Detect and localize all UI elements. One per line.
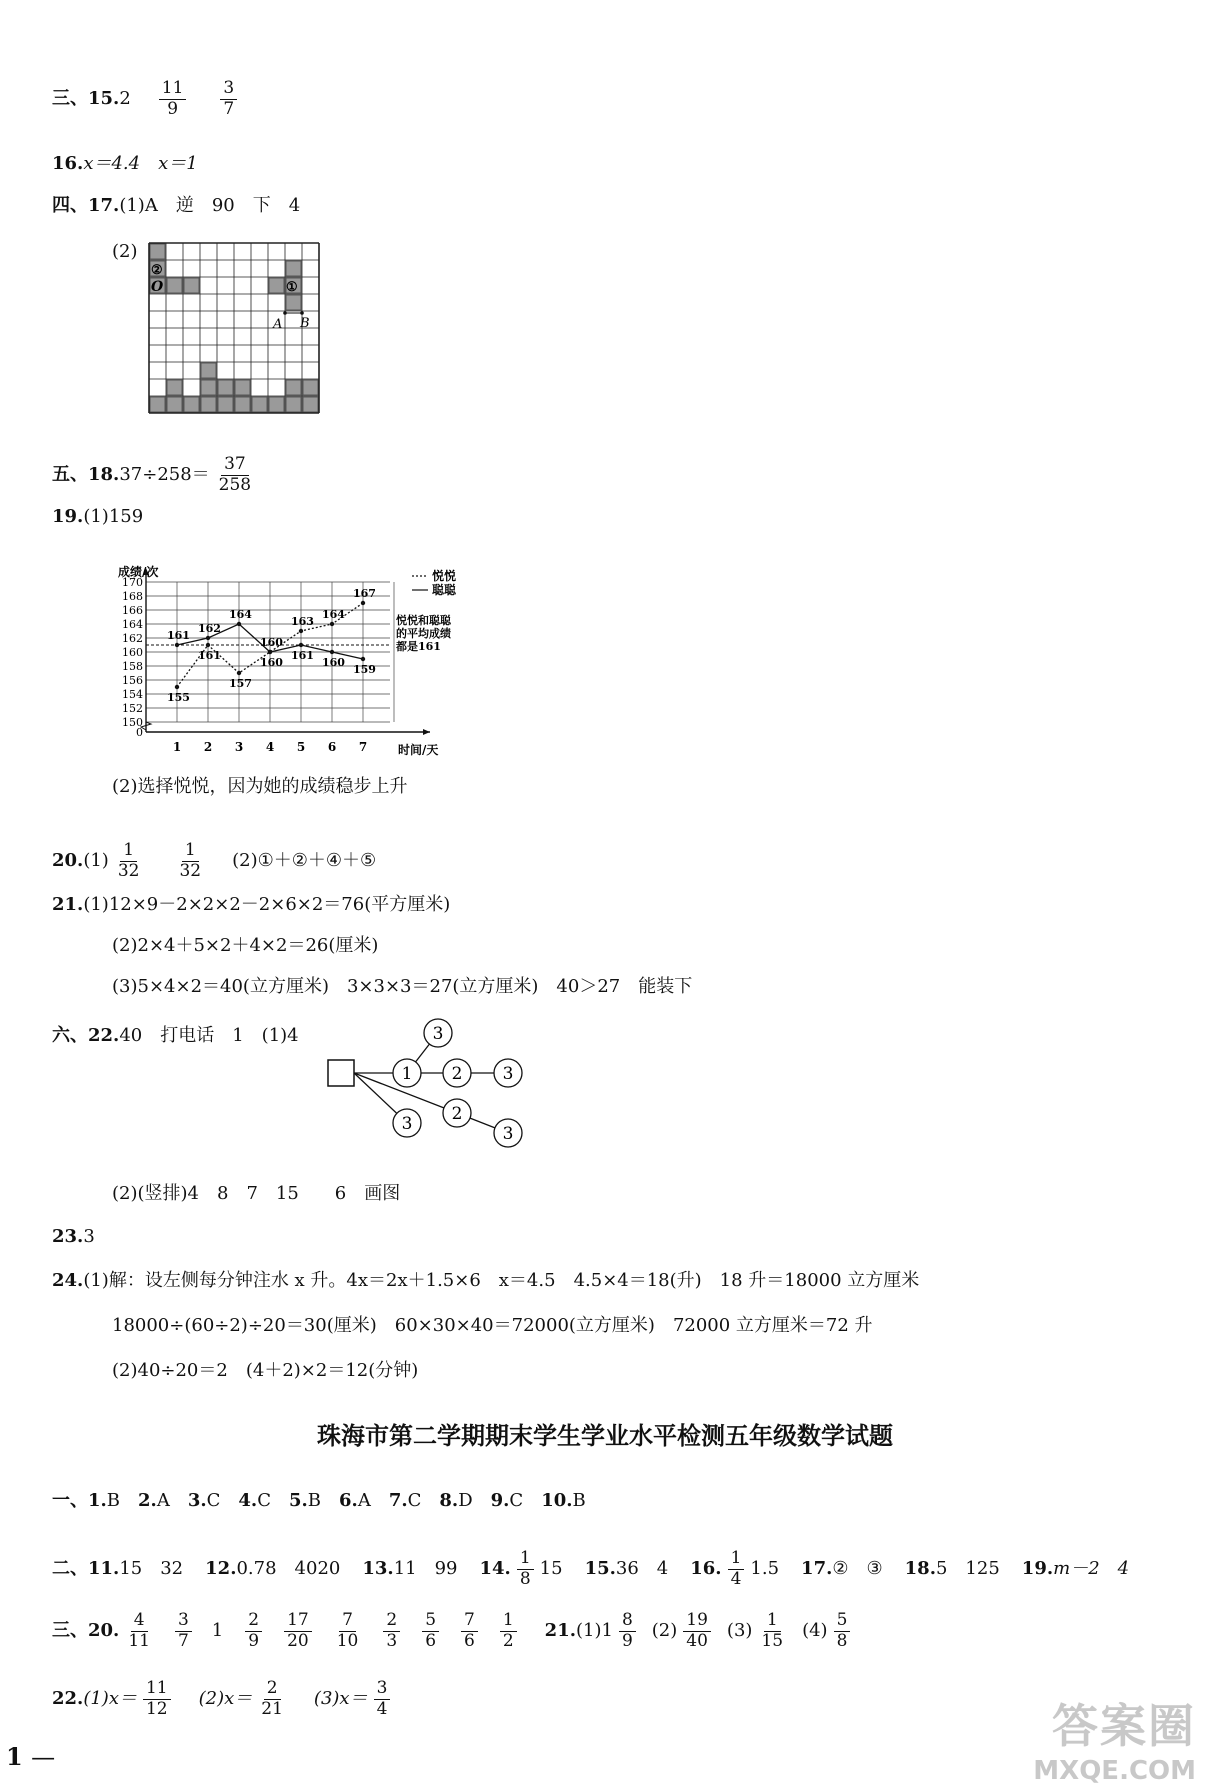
grid-cell <box>218 397 233 412</box>
grid-cell <box>235 380 250 395</box>
label: 15. <box>584 1558 616 1580</box>
fraction: $\frac{4}{11}$ <box>128 1610 150 1651</box>
question-number: 2. <box>138 1490 157 1511</box>
y-tick-label: 170 <box>122 576 143 589</box>
y-tick-label: 154 <box>122 688 143 701</box>
data-point <box>361 601 365 605</box>
label: 23. <box>52 1226 84 1247</box>
grid-cell <box>286 261 301 276</box>
data-label: 155 <box>167 691 190 704</box>
data-label: 163 <box>291 615 314 628</box>
fraction: $\frac{5}{6}$ <box>422 1612 439 1651</box>
fraction: $\frac{1}{15}$ <box>761 1610 784 1651</box>
label: 14. <box>479 1558 511 1580</box>
grid-cell <box>286 295 301 310</box>
label: 17. <box>801 1558 833 1580</box>
fraction: $\frac{8}{9}$ <box>619 1612 636 1651</box>
value: (4) <box>802 1620 828 1642</box>
x-axis-arrow <box>423 729 430 735</box>
value: 40 打电话 1 (1)4 <box>119 1025 299 1046</box>
data-label: 160 <box>260 636 283 649</box>
answer-20 <box>52 842 376 881</box>
value: (3)5×4×2＝40(立方厘米) 3×3×3＝27(立方厘米) 40＞27 能装下 <box>112 976 693 997</box>
choice-answer: B <box>106 1490 121 1511</box>
value: (1) <box>83 850 109 872</box>
choice-answer: A <box>357 1490 371 1511</box>
answer-4-17 <box>52 197 300 215</box>
value: 15 <box>539 1558 563 1580</box>
value: 18000÷(60÷2)÷20＝30(厘米) 60×30×40＝72000(立方厘米) 72000 立方厘米＝72 升 <box>112 1315 873 1336</box>
data-label: 167 <box>353 587 376 600</box>
data-point <box>237 671 241 675</box>
value: (1)解：设左侧每分钟注水 x 升。4x＝2x＋1.5×6 x＝4.5 4.5×4＝18(升) 18 升＝18000 立方厘米 <box>83 1270 920 1291</box>
label: 三、15. <box>52 88 120 110</box>
grid-cell <box>286 397 301 412</box>
tree-node-label: 2 <box>451 1064 463 1084</box>
answer-21-1 <box>52 896 450 914</box>
fraction: $\frac{7}{10}$ <box>336 1610 359 1651</box>
data-point <box>175 685 179 689</box>
choice-answer: C <box>257 1490 271 1511</box>
y-tick-label: 150 <box>122 716 143 729</box>
legend-label: 悦悦 <box>432 569 457 583</box>
label: 16. <box>690 1558 722 1580</box>
value: (1)159 <box>83 506 144 527</box>
value: 36 4 <box>615 1558 669 1580</box>
data-label: 161 <box>198 649 221 662</box>
page-number: 1 — <box>6 1742 56 1771</box>
fraction: $\frac{7}{6}$ <box>461 1612 478 1651</box>
data-point <box>330 622 334 626</box>
label: 24. <box>52 1270 84 1291</box>
answer-part2 <box>52 1550 1129 1589</box>
chart-annotation: 悦悦和聪聪 <box>396 614 451 627</box>
fraction: $\frac{1}{8}$ <box>517 1550 534 1589</box>
label: 12. <box>205 1558 237 1580</box>
answer-part3-22 <box>52 1680 396 1719</box>
watermark-url: MXQE.COM <box>1033 1756 1196 1786</box>
answer-3-15 <box>52 80 243 119</box>
grid-cell <box>150 244 165 259</box>
fraction: $\frac{1}{4}$ <box>728 1550 745 1589</box>
question-number: 8. <box>439 1490 459 1511</box>
x-tick-label: 4 <box>265 740 275 754</box>
value: (2)①＋②＋④＋⑤ <box>232 850 377 872</box>
grid-label: O <box>151 279 164 295</box>
data-label: 164 <box>322 608 345 621</box>
value: (1)x＝ <box>83 1688 137 1710</box>
data-point <box>237 622 241 626</box>
question-number: 4. <box>238 1490 258 1511</box>
value: (1)A 逆 90 下 4 <box>119 195 301 216</box>
x-tick-label: 1 <box>172 740 182 754</box>
question-number: 9. <box>490 1490 510 1511</box>
choice-answer: B <box>572 1490 586 1511</box>
tree-node-label: 3 <box>401 1114 413 1134</box>
tree-root-box <box>328 1060 354 1086</box>
fraction: $\frac{2}{9}$ <box>245 1612 262 1651</box>
answer-part1 <box>52 1492 604 1510</box>
data-label: 164 <box>229 608 252 621</box>
label: 二、11. <box>52 1558 120 1580</box>
grid-cell <box>269 278 284 293</box>
y-tick-label: 162 <box>122 632 143 645</box>
label: 22. <box>52 1688 84 1710</box>
answer-6-22 <box>52 1027 299 1045</box>
data-point <box>175 643 179 647</box>
label: 19. <box>1021 1558 1054 1580</box>
line-chart <box>100 545 520 760</box>
value: (2)40÷20＝2 (4＋2)×2＝12(分钟) <box>112 1360 419 1381</box>
label: 13. <box>362 1558 394 1580</box>
tree-node-label: 2 <box>451 1104 463 1124</box>
data-point <box>361 657 365 661</box>
data-label: 161 <box>291 649 314 662</box>
section-title: 珠海市第二学期期末学生学业水平检测五年级数学试题 <box>317 1422 893 1450</box>
answer-24-2 <box>112 1362 418 1380</box>
answer-22-2 <box>112 1185 400 1203</box>
value: (2) <box>651 1620 678 1642</box>
question-number: 6. <box>339 1490 358 1511</box>
x-axis-label: 时间/天 <box>398 743 439 757</box>
data-point <box>206 636 210 640</box>
data-label: 161 <box>167 629 190 642</box>
value: (2) <box>112 241 138 262</box>
tree-node-label: 1 <box>401 1064 413 1084</box>
value: 21. <box>544 1620 576 1642</box>
choice-answer: A <box>156 1490 170 1511</box>
grid-cell <box>218 380 233 395</box>
label: 19. <box>52 506 84 527</box>
question-number: 7. <box>388 1490 408 1511</box>
y-tick-label: 166 <box>122 604 143 617</box>
x-tick-label: 6 <box>327 740 337 754</box>
y-tick-label: 168 <box>122 590 143 603</box>
grid-figure <box>148 242 320 414</box>
fraction: $\frac{11}{9}$ <box>159 80 187 119</box>
answer-21-3 <box>112 978 692 996</box>
legend-label: 聪聪 <box>432 583 457 597</box>
data-point <box>299 629 303 633</box>
fraction: $\frac{1}{2}$ <box>500 1612 517 1651</box>
watermark-logo-text: 答案圈 <box>1052 1699 1196 1753</box>
choice-answer: C <box>206 1490 221 1511</box>
choice-answer: D <box>458 1490 473 1511</box>
answer-17-2-label <box>112 243 138 261</box>
y-tick-label: 158 <box>122 660 143 673</box>
chart-annotation: 都是161 <box>396 640 441 653</box>
label: 21. <box>52 894 84 915</box>
answer-5-18 <box>52 456 260 495</box>
fraction: $\frac{5}{8}$ <box>834 1612 851 1651</box>
y-tick-label: 164 <box>122 618 143 631</box>
fraction: $\frac{19}{40}$ <box>683 1612 711 1651</box>
label: 20. <box>52 850 84 872</box>
grid-label: ① <box>286 280 298 295</box>
grid-cell <box>201 397 216 412</box>
value: (2)2×4＋5×2＋4×2＝26(厘米) <box>112 935 379 956</box>
answer-16 <box>52 155 198 173</box>
choice-answer: C <box>407 1490 422 1511</box>
label: 16. <box>52 153 84 174</box>
fraction: $\frac{1}{32}$ <box>179 840 202 881</box>
data-point <box>330 650 334 654</box>
fraction: $\frac{3}{7}$ <box>220 80 237 119</box>
value: 0.78 4020 <box>236 1558 341 1580</box>
value: (2)(竖排)4 8 7 15 6 画图 <box>112 1183 401 1204</box>
grid-cell <box>286 380 301 395</box>
label: 五、18. <box>52 464 120 486</box>
value: 15 32 <box>119 1558 184 1580</box>
value: 2 <box>119 88 131 110</box>
value: 37÷258＝ <box>119 464 210 486</box>
question-number: 1. <box>88 1490 107 1511</box>
y-tick-label: 152 <box>122 702 143 715</box>
answer-19-1 <box>52 508 143 526</box>
label: 六、22. <box>52 1025 120 1046</box>
label: 三、20. <box>52 1620 120 1642</box>
value: 3 <box>83 1226 95 1247</box>
question-number: 5. <box>288 1490 308 1511</box>
x-tick-label: 5 <box>296 740 306 754</box>
value: x＝4.4 x＝1 <box>83 153 198 174</box>
label: 一、 <box>52 1490 88 1511</box>
y-tick-label: 0 <box>136 726 143 739</box>
value: (3) <box>726 1620 753 1642</box>
grid-cell <box>269 397 284 412</box>
fraction: $\frac{11}{12}$ <box>143 1680 171 1719</box>
data-label: 162 <box>198 622 221 635</box>
value: (2)选择悦悦，因为她的成绩稳步上升 <box>112 776 408 797</box>
fraction: $\frac{2}{3}$ <box>383 1612 400 1651</box>
value: 1.5 <box>750 1558 780 1580</box>
tree-node-label: 3 <box>502 1064 514 1084</box>
data-point <box>299 643 303 647</box>
phone-tree-diagram <box>320 1015 540 1155</box>
answer-23 <box>52 1228 95 1246</box>
answer-part3 <box>52 1612 866 1651</box>
y-axis-label: 成绩/次 <box>118 565 159 579</box>
question-number: 3. <box>187 1490 207 1511</box>
grid-cell <box>184 397 199 412</box>
grid-cell <box>167 278 182 293</box>
value: ② ③ <box>832 1558 883 1580</box>
grid-cell <box>201 363 216 378</box>
question-number: 10. <box>541 1490 573 1511</box>
data-point <box>206 643 210 647</box>
grid-cell <box>201 380 216 395</box>
data-label: 160 <box>260 656 283 669</box>
grid-cell <box>235 397 250 412</box>
grid-cell <box>150 397 165 412</box>
label: 四、17. <box>52 195 120 216</box>
watermark <box>1033 1690 1196 1786</box>
x-tick-label: 3 <box>234 740 244 754</box>
data-label: 157 <box>229 677 252 690</box>
answer-24-1 <box>52 1272 919 1290</box>
grid-cell <box>303 380 318 395</box>
fraction: $\frac{17}{20}$ <box>284 1612 312 1651</box>
fraction: $\frac{3}{7}$ <box>175 1612 192 1651</box>
value: m－2 4 <box>1053 1558 1130 1580</box>
value: 5 125 <box>935 1558 1000 1580</box>
grid-cell <box>184 278 199 293</box>
data-label: 160 <box>322 656 345 669</box>
value: (2)x＝ <box>198 1688 253 1710</box>
grid-cell <box>167 380 182 395</box>
answer-19-2 <box>112 778 408 796</box>
x-tick-label: 2 <box>203 740 213 754</box>
choice-answer: B <box>307 1490 322 1511</box>
value: 1 <box>211 1620 224 1642</box>
answer-21-2 <box>112 937 378 955</box>
y-tick-label: 156 <box>122 674 143 687</box>
grid-cell <box>303 397 318 412</box>
value: (1)12×9－2×2×2－2×6×2＝76(平方厘米) <box>83 894 451 915</box>
answer-24-1-cont <box>112 1317 873 1335</box>
label: 18. <box>904 1558 936 1580</box>
fraction: $\frac{37}{258}$ <box>218 454 252 495</box>
chart-annotation: 的平均成绩 <box>396 627 451 640</box>
grid-label: ② <box>151 263 163 278</box>
grid-cell <box>167 397 182 412</box>
data-point <box>268 650 272 654</box>
fraction: $\frac{2}{21}$ <box>261 1678 283 1719</box>
value: (3)x＝ <box>313 1688 368 1710</box>
data-label: 159 <box>353 663 376 676</box>
y-tick-label: 160 <box>122 646 143 659</box>
tree-node-label: 3 <box>432 1024 444 1044</box>
value: 11 99 <box>393 1558 458 1580</box>
grid-cell <box>252 397 267 412</box>
grid-label: B <box>300 316 310 331</box>
value: (1)1 <box>576 1620 613 1642</box>
x-tick-label: 7 <box>358 740 368 754</box>
tree-node-label: 3 <box>502 1124 514 1144</box>
fraction: $\frac{1}{32}$ <box>117 840 140 881</box>
fraction: $\frac{3}{4}$ <box>374 1680 391 1719</box>
choice-answer: C <box>509 1490 524 1511</box>
grid-label: A <box>273 317 283 332</box>
